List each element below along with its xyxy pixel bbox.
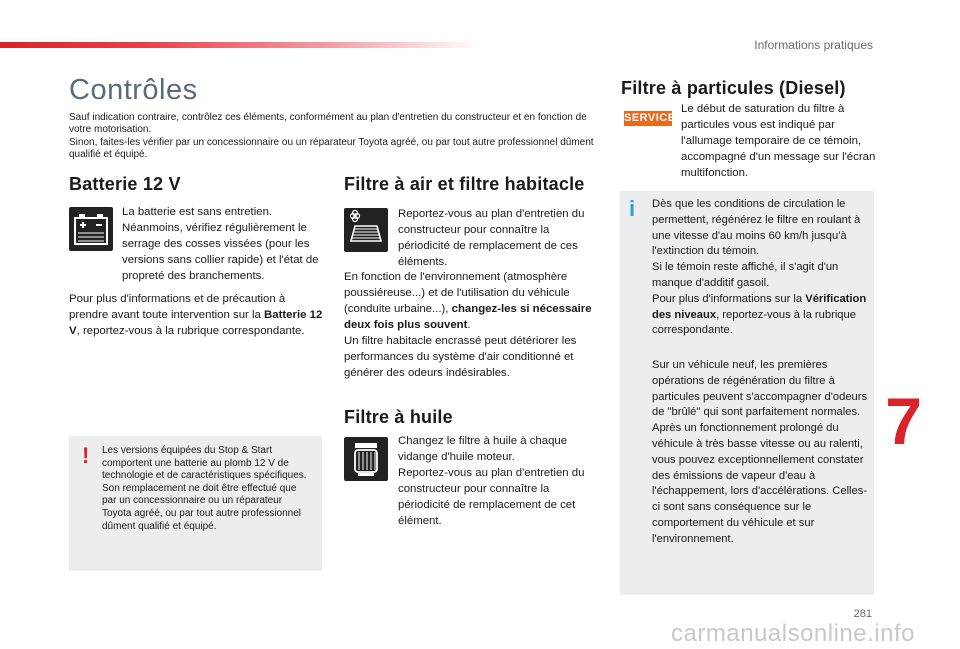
section-header: Informations pratiques bbox=[754, 38, 873, 52]
battery-more-pre: Pour plus d'informations et de précaution à prendre avant toute intervention sur la bbox=[69, 293, 286, 321]
air-filter-environment bbox=[344, 269, 594, 333]
particle-filter-heading: Filtre à particules (Diesel) bbox=[621, 78, 846, 98]
particle-filter-info-text-2: Sur un véhicule neuf, les premières opérations de régénération du filtre à particules peuvent s'accompagner d'odeurs de "brûlé" qui sont parfaitement normales. Après un fonctionnement prolongé du véhicule à très basse vitesse ou au ralenti, vous pouvez exceptionnellement constater des émissions de vapeur d'eau à l'échappement, lors d'accélérations. Celles-ci sont sans conséquence sur le comportement du véhicule et sur l'environnement. bbox=[652, 359, 868, 545]
battery-more-post: , reportez-vous à la rubrique correspondante. bbox=[76, 325, 305, 337]
battery-text: La batterie est sans entretien. Néanmoins, vérifiez régulièrement le serrage des cosses vissées (pour les versions sans collier rapide) et l'état de propreté des branchements. bbox=[122, 206, 319, 282]
service-warning-icon: SERVICE bbox=[624, 112, 676, 124]
particle-filter-info-text bbox=[652, 197, 870, 339]
page-number: 281 bbox=[853, 608, 872, 620]
air-filter-env-post: . bbox=[467, 319, 471, 331]
battery-more-link: Batterie 12 V bbox=[69, 309, 323, 337]
air-filter-text: Reportez-vous au plan d'entretien du constructeur pour connaître la périodicité de remplacement de ces éléments. bbox=[398, 208, 585, 268]
air-filter-env-bold: changez-les si nécessaire deux fois plus souvent bbox=[344, 303, 592, 331]
air-filter-env-pre: En fonction de l'environnement (atmosphère poussiéreuse...) et de l'utilisation du véhicule (conduite urbaine...), bbox=[344, 271, 570, 315]
oil-filter-icon bbox=[344, 437, 388, 481]
air-filter-heading: Filtre à air et filtre habitacle bbox=[344, 174, 585, 194]
cabin-filter-text: Un filtre habitacle encrassé peut détériorer les performances du système d'air conditionné et générer des odeurs indésirables. bbox=[344, 335, 577, 379]
battery-icon bbox=[69, 207, 113, 251]
particle-filter-info-pre: Dès que les conditions de circulation le permettent, régénérez le filtre en roulant à une vitesse d'au moins 60 km/h jusqu'à l'extinction du témoin. Si le témoin reste affiché, il s'agit d'un manque d'additif gasoil. Pour plus d'informations sur la bbox=[652, 198, 861, 305]
battery-warning-box bbox=[69, 436, 322, 571]
battery-heading: Batterie 12 V bbox=[69, 174, 181, 194]
page-title: Contrôles bbox=[69, 74, 198, 106]
oil-filter-text: Changez le filtre à huile à chaque vidange d'huile moteur. Reportez-vous au plan d'entretien du constructeur pour connaître la périodicité de remplacement de cet élément. bbox=[398, 435, 585, 527]
oil-filter-heading: Filtre à huile bbox=[344, 407, 453, 427]
battery-more-info bbox=[69, 291, 327, 339]
intro-text bbox=[69, 112, 609, 162]
particle-filter-info-link: Vérification des niveaux bbox=[652, 292, 867, 321]
particle-filter-text: Le début de saturation du filtre à particules vous est indiqué par l'allumage temporaire de ce témoin, accompagné d'un message sur l'écran multifonction. bbox=[681, 103, 876, 179]
chapter-number: 7 bbox=[885, 384, 922, 458]
warning-icon: ! bbox=[82, 443, 90, 468]
particle-filter-info-post: , reportez-vous à la rubrique correspondante. bbox=[652, 308, 856, 337]
air-filter-icon bbox=[344, 208, 388, 252]
watermark: carmanualsonline.info bbox=[671, 620, 915, 647]
battery-warning-text: Les versions équipées du Stop & Start comportent une batterie au plomb 12 V de technologie et de caractéristiques spécifiques. Son remplacement ne doit être effectué que par un concessionnaire ou un réparateur Toyota agréé, ou par tout autre professionnel dûment qualifié et équipé. bbox=[102, 445, 307, 532]
intro-line-1: Sauf indication contraire, contrôlez ces éléments, conformément au plan d'entretien du constructeur et en fonction de votre motorisation. bbox=[69, 112, 587, 136]
info-icon: i bbox=[629, 196, 636, 221]
intro-line-2: Sinon, faites-les vérifier par un concessionnaire ou un réparateur Toyota agréé, ou par tout autre professionnel dûment qualifié et équipé. bbox=[69, 136, 594, 161]
particle-filter-info-box bbox=[620, 191, 874, 595]
header-accent-bar bbox=[0, 42, 480, 48]
